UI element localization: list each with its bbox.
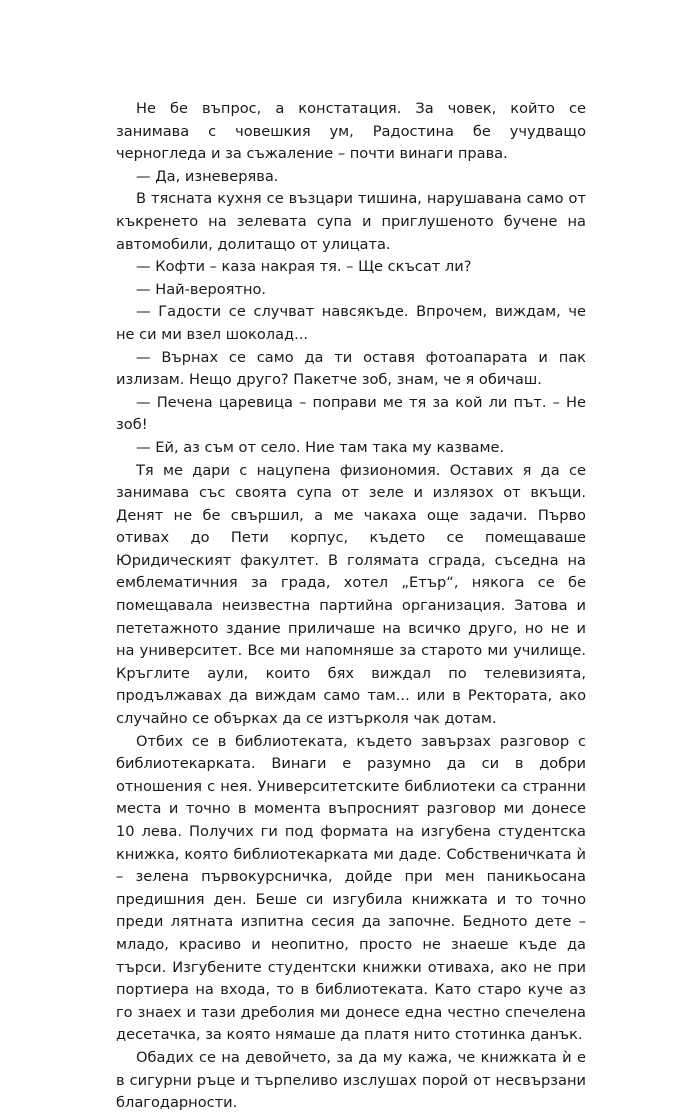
paragraph: — Върнах се само да ти оставя фотоапарата и пак излизам. Нещо друго? Пакетче зоб, знам, че я обичаш. (116, 348, 586, 389)
paragraph: В тясната кухня се възцари тишина, нарушавана само от къкренето на зелевата супа и приглушеното бучене на автомобили, долитащо от улицата. (116, 190, 586, 253)
paragraph: Не бе въпрос, а констатация. За човек, който се занимава с човешкия ум, Радостина бе учудващо черногледа и за съжаление – почти винаги права. (116, 100, 586, 163)
paragraph: Тя ме дари с нацупена физиономия. Оставих я да се занимава със своята супа от зеле и излязох от вкъщи. Денят не бе свършил, а ме чакаха още задачи. Първо отивах до Пети корпус, където се помещаваше Юридическият факултет. В голямата сграда, съседна на емблематичния за града, хотел „Етър“, някога се бе помещавала неизвестна партийна организация. Затова и пететажното здание приличаше на всичко друго, но не и на университет. Все ми напомняше за старото ми училище. Кръглите аули, които бях виждал по телевизията, продължавах да виждам само там... или в Ректората, ако случайно се обърках да се изтърколя чак дотам. (116, 461, 586, 728)
page-text (116, 98, 586, 1115)
paragraph: — Да, изневерява. (136, 167, 279, 185)
paragraph: — Ей, аз съм от село. Ние там така му казваме. (136, 438, 505, 456)
paragraph: Отбих се в библиотеката, където завързах разговор с библиотекарката. Винаги е разумно да си в добри отношения с нея. Университетските библиотеки са странни места и точно в момента въпросният разговор ми донесе 10 лева. Получих ги под формата на изгубена студентска книжка, която библиотекарката ми даде. Собственичката ѝ – зелена първокурсничка, дойде при мен паникьосана предишния ден. Беше си изгубила книжката и то точно преди лятната изпитна сесия да започне. Бедното дете – младо, красиво и неопитно, просто не знаеше къде да търси. Изгубените студентски книжки отиваха, ако не при портиера на входа, то в библиотеката. Като старо куче аз го знаех и тази дреболия ми донесе една честно спечелена десетачка, за която нямаше да платя нито стотинка данък. (116, 732, 586, 1044)
paragraph: — Най-вероятно. (136, 280, 267, 298)
paragraph: — Печена царевица – поправи ме тя за кой ли път. – Не зоб! (116, 393, 586, 434)
paragraph: Обадих се на девойчето, за да му кажа, че книжката ѝ е в сигурни ръце и търпеливо изслушах порой от несвързани благодарности. (116, 1048, 586, 1112)
paragraph: — Кофти – каза накрая тя. – Ще скъсат ли? (136, 258, 472, 276)
paragraph: — Гадости се случват навсякъде. Впрочем, виждам, че не си ми взел шоколад... (116, 303, 586, 343)
